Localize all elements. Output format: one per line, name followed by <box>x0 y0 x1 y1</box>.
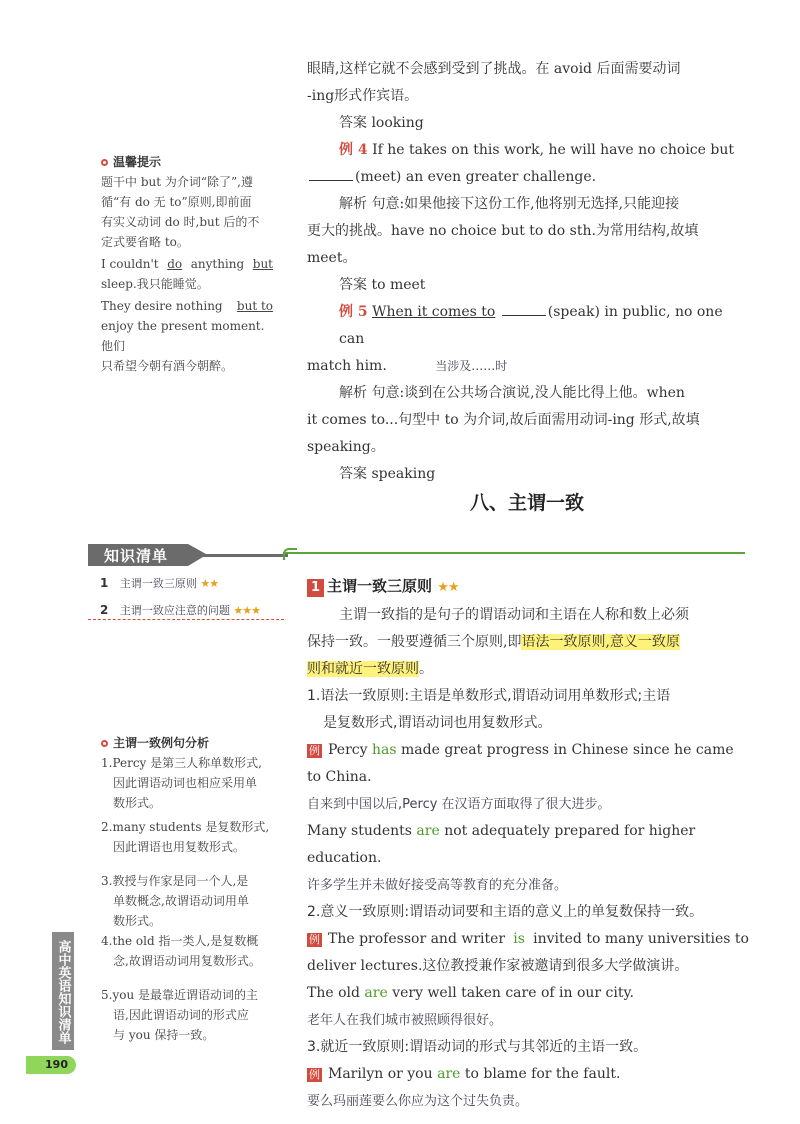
example-5 <box>307 1061 749 1088</box>
example-4-cn: 老年人在我们城市被照顾得很好。 <box>307 1013 503 1028</box>
verb-highlight: are <box>437 1066 461 1082</box>
example-text: The old <box>307 985 360 1001</box>
intro-line1: 主谓一致指的是句子的谓语动词和主语在人称和数上必须 <box>339 607 689 623</box>
intro-text: 。 <box>419 661 433 677</box>
note-line: 4.the old 指一类人,是复数概 <box>101 934 259 948</box>
ex5-analysis1: 句意:谈到在公共场合演说,没人能比得上他。when <box>371 385 685 401</box>
ex4-analysis3: meet。 <box>307 250 357 266</box>
note-line: 5.you 是最靠近谓语动词的主 <box>101 988 258 1002</box>
blank <box>309 166 353 181</box>
warm-tip <box>101 152 273 376</box>
principle-1-line2: 是复数形式,谓语动词也用复数形式。 <box>323 715 552 731</box>
example-3-line2: deliver lectures.这位教授兼作家被邀请到很多大学做演讲。 <box>307 958 689 974</box>
note-line: 与 you 保持一致。 <box>113 1028 215 1042</box>
verb-highlight: are <box>416 823 440 839</box>
example-text: Percy <box>328 742 368 758</box>
knowledge-item-1[interactable] <box>100 570 285 597</box>
section-title: 八、主谓一致 <box>469 492 584 514</box>
example-text: Marilyn or you <box>328 1066 433 1082</box>
tip-underlined: do <box>167 257 183 271</box>
ex5-line2 <box>307 353 747 380</box>
analysis-label: 解析 <box>339 385 367 401</box>
ex4-text2: (meet) an even greater challenge. <box>355 169 597 185</box>
side-tab: 高中英语知识清单 <box>52 932 74 1050</box>
highlight: 语法一致原则,意义一致原 <box>521 634 680 650</box>
note-line: 3.教授与作家是同一个人,是 <box>101 874 249 888</box>
analysis-title-text: 主谓一致例句分析 <box>113 736 210 750</box>
note-line: 2.many students 是复数形式, <box>101 820 270 834</box>
tip-text: anything <box>190 257 245 271</box>
note-line: 数形式。 <box>113 914 162 928</box>
ex4-text1: If he takes on this work, he will have no choice but <box>372 142 734 158</box>
principle-3: 3.就近一致原则:谓语动词的形式与其邻近的主语一致。 <box>307 1039 648 1055</box>
tip-underlined: but <box>252 257 273 271</box>
intro-line2 <box>307 629 749 656</box>
example-1 <box>307 737 749 791</box>
verb-highlight: is <box>513 931 525 947</box>
tip-line: enjoy the present moment.他们 <box>101 319 265 353</box>
answer-value: to meet <box>371 277 426 293</box>
ex4-analysis2: 更大的挑战。have no choice but to do sth.为常用结构,故填 <box>307 223 699 239</box>
knowledge-header <box>88 544 278 568</box>
tip-line: 只希望今朝有酒今朝醉。 <box>101 359 234 373</box>
example-1-cn: 自来到中国以后,Percy 在汉语方面取得了很大进步。 <box>307 797 611 812</box>
item-num: 1 <box>100 576 109 590</box>
page-number: 190 <box>26 1056 76 1074</box>
star-icon: ★★ <box>437 580 459 595</box>
example-label: 例 <box>309 744 320 757</box>
example-3 <box>307 926 749 953</box>
ex4-analysis1: 句意:如果他接下这份工作,他将别无选择,只能迎接 <box>371 196 680 212</box>
list-divider <box>88 619 284 620</box>
example-2 <box>307 818 749 872</box>
tip-example-2 <box>101 296 273 316</box>
principle-title <box>307 572 749 602</box>
bullet-icon <box>101 740 108 747</box>
principle-num: 1 <box>307 579 324 597</box>
analysis-sidebar <box>101 733 273 1045</box>
knowledge-title: 知识清单 <box>104 547 169 565</box>
tip-title <box>101 152 273 172</box>
note-line: 因此谓语也用复数形式。 <box>113 840 246 854</box>
example-2-cn: 许多学生并未做好接受高等教育的充分准备。 <box>307 878 568 893</box>
example-text: to blame for the fault. <box>464 1066 621 1082</box>
ex5-analysis2: it comes to...句型中 to 为介词,故后面需用动词-ing 形式,故填 <box>307 412 700 428</box>
tip-line: 有实义动词 do 时,but 后的不 <box>101 215 260 229</box>
item-text: 主谓一致应注意的问题 <box>119 604 230 617</box>
example-label: 例 <box>309 1068 320 1081</box>
ex4-analysis <box>307 191 747 218</box>
analysis-title <box>101 733 273 753</box>
example-text: The professor and writer <box>328 931 506 947</box>
tip-line: 循“有 do 无 to”原则,即前面 <box>101 195 252 209</box>
tip-line: 题干中 but 为介词“除了”,遵 <box>101 175 253 189</box>
note-line: 因此谓语动词也相应采用单 <box>113 776 258 790</box>
note-line: 语,因此谓语动词的形式应 <box>113 1008 249 1022</box>
analysis-label: 解析 <box>339 196 367 212</box>
ex5-label: 例 5 <box>339 304 368 320</box>
principle-title-text: 主谓一致三原则 <box>327 577 433 595</box>
top-text <box>307 56 747 488</box>
blank <box>502 301 546 316</box>
ex5-text1b: (speak) in public, no one can <box>339 304 723 347</box>
verb-highlight: are <box>364 985 388 1001</box>
example-text: Many students <box>307 823 412 839</box>
ex5-analysis <box>307 380 747 407</box>
star-icon: ★★ <box>200 577 219 590</box>
intro-text: 保持一致。一般要遵循三个原则,即 <box>307 634 522 650</box>
example-text: very well taken care of in our city. <box>392 985 634 1001</box>
ex5-analysis3: speaking。 <box>307 439 385 455</box>
top-line-2: -ing形式作宾语。 <box>307 88 419 104</box>
note-line: 念,故谓语动词用复数形式。 <box>113 954 261 968</box>
answer-label: 答案 <box>339 466 367 482</box>
ex4-line2 <box>307 164 747 191</box>
top-answer <box>307 110 747 137</box>
ex5-answer <box>307 461 747 488</box>
ex5-line1 <box>307 299 747 353</box>
example-text: invited to many universities to <box>533 931 749 947</box>
note-line: 1.Percy 是第三人称单数形式, <box>101 756 262 770</box>
principle-section <box>307 572 749 1115</box>
tip-title-text: 温馨提示 <box>113 155 162 169</box>
tip-line: 定式要省略 to。 <box>101 235 189 249</box>
item-text: 主谓一致三原则 <box>119 577 197 590</box>
green-divider <box>283 552 745 554</box>
ex4-line1 <box>307 137 747 164</box>
example-text: made great progress in Chinese since he came to China. <box>307 742 734 785</box>
example-label: 例 <box>309 933 320 946</box>
ex4-label: 例 4 <box>339 142 368 158</box>
principle-2: 2.意义一致原则:谓语动词要和主语的意义上的单复数保持一致。 <box>307 904 704 920</box>
principle-1-line1: 1.语法一致原则:主语是单数形式,谓语动词用单数形式;主语 <box>307 688 671 704</box>
ex5-text2: match him. <box>307 358 387 374</box>
knowledge-list <box>100 570 285 624</box>
tip-underlined: but to <box>236 299 273 313</box>
answer-value: speaking <box>371 466 436 482</box>
item-num: 2 <box>100 603 109 617</box>
example-4 <box>307 980 749 1007</box>
answer-label: 答案 <box>339 115 367 131</box>
tip-text: They desire nothing <box>101 299 223 313</box>
example-text: not adequately prepared for higher education. <box>307 823 696 866</box>
green-divider-curve <box>283 548 297 560</box>
handwritten-note: 当涉及……时 <box>435 359 508 373</box>
intro-line3 <box>307 656 749 683</box>
note-line: 单数概念,故谓语动词用单 <box>113 894 249 908</box>
answer-value: looking <box>371 115 424 131</box>
top-line-1: 眼睛,这样它就不会感到受到了挑战。在 avoid 后面需要动词 <box>307 61 681 77</box>
example-5-cn: 要么玛丽莲要么你应为这个过失负责。 <box>307 1094 529 1109</box>
tip-text: I couldn't <box>101 257 159 271</box>
tip-line: sleep.我只能睡觉。 <box>101 277 209 291</box>
ex5-phrase: When it comes to <box>372 304 496 320</box>
star-icon: ★★★ <box>233 604 260 617</box>
highlight: 则和就近一致原则 <box>307 661 419 677</box>
tip-example-1 <box>101 254 273 274</box>
ex4-answer <box>307 272 747 299</box>
verb-highlight: has <box>371 742 397 758</box>
note-line: 数形式。 <box>113 796 162 810</box>
answer-label: 答案 <box>339 277 367 293</box>
bullet-icon <box>101 159 108 166</box>
